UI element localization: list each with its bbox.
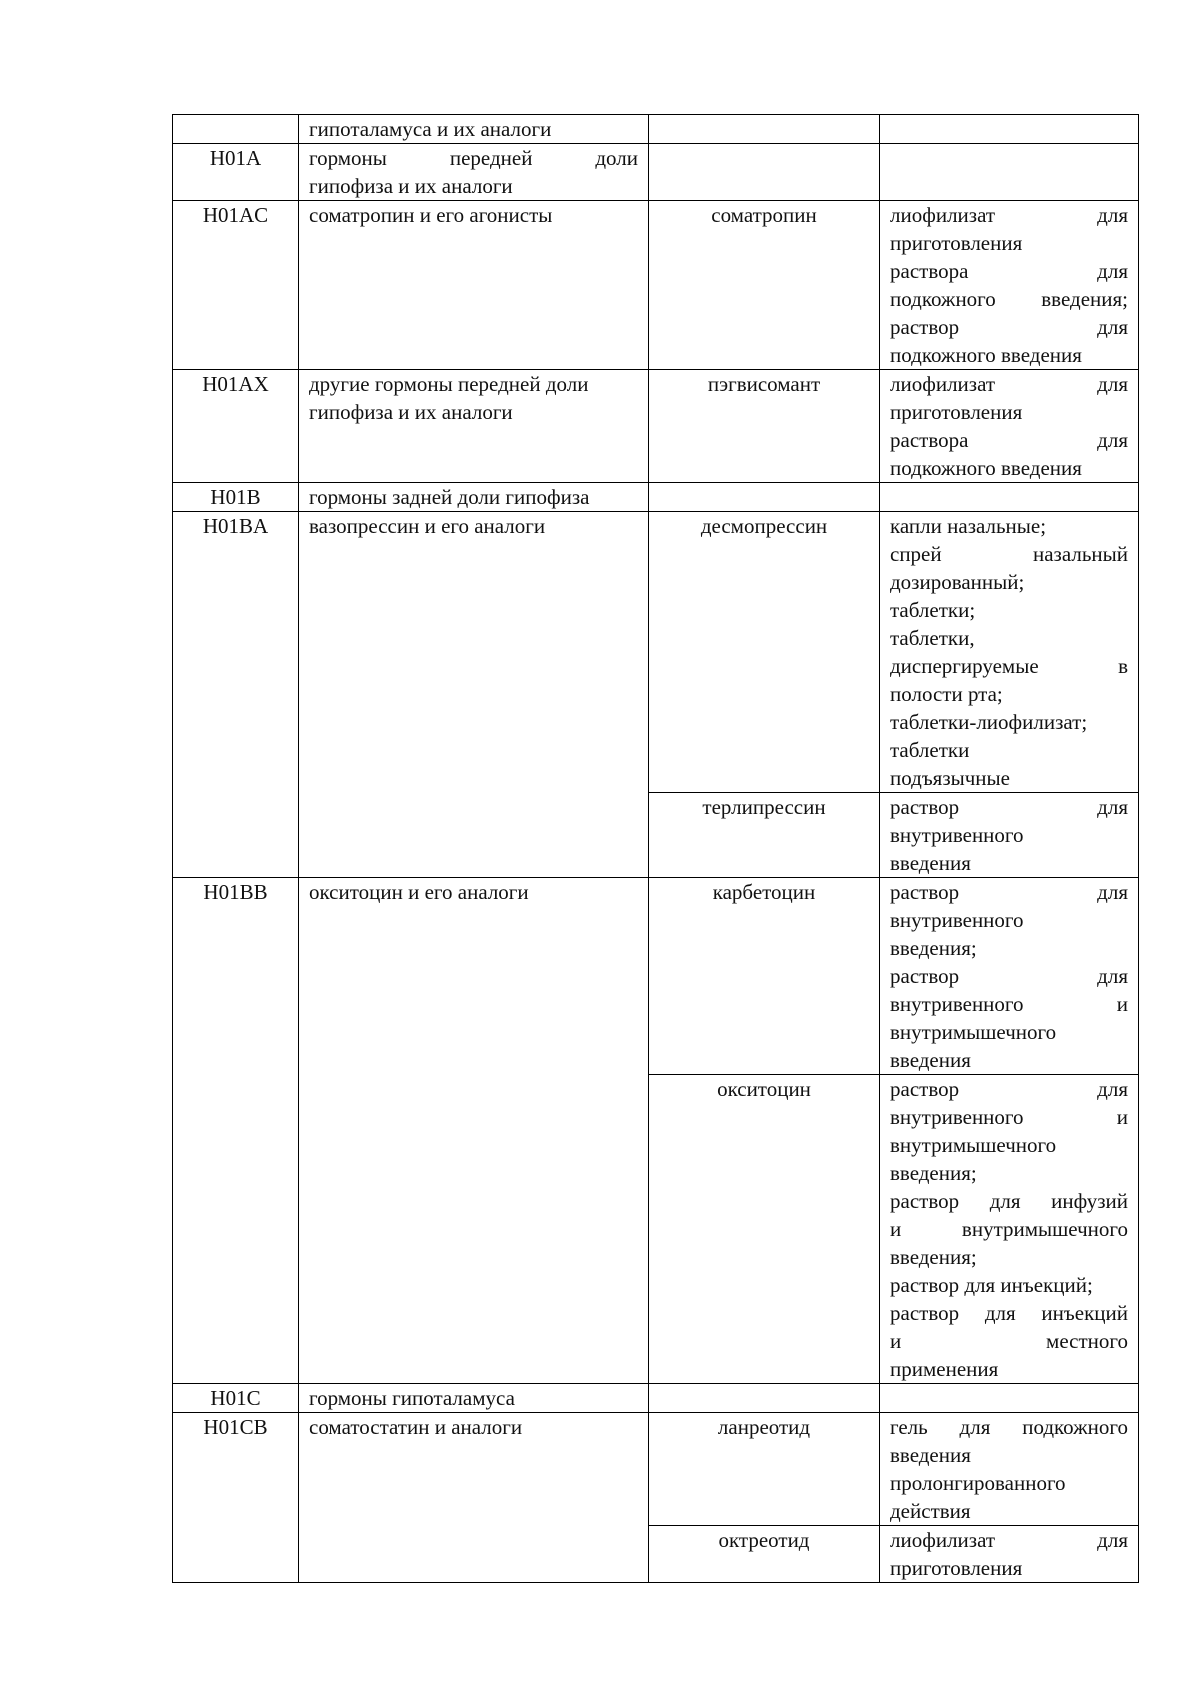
dosage-form-line: капли назальные; <box>890 514 1047 538</box>
dosage-form-line: введения <box>890 1443 971 1467</box>
group-name-cell <box>299 115 649 144</box>
dosage-form-line: гель для подкожного <box>890 1415 1128 1439</box>
dosage-form-line: таблетки <box>890 738 970 762</box>
dosage-form-line: подкожного введения <box>890 343 1082 367</box>
drug-name-cell: октреотид <box>649 1526 880 1583</box>
atc-code-cell: H01A <box>173 144 299 201</box>
dosage-form-line: и внутримышечного <box>890 1217 1128 1241</box>
group-name-cell <box>299 483 649 512</box>
group-name-cell <box>299 144 649 201</box>
dosage-form-line: внутримышечного <box>890 1020 1057 1044</box>
dosage-form-line: таблетки; <box>890 598 976 622</box>
dosage-form-line: раствора для <box>890 259 1128 283</box>
dosage-form-line: лиофилизат для <box>890 203 1128 227</box>
dosage-form-line: лиофилизат для <box>890 372 1128 396</box>
dosage-form-line: приготовления <box>890 231 1023 255</box>
dosage-form-line: раствор для инъекций <box>890 1301 1128 1325</box>
dosage-form-line: внутривенного и <box>890 992 1128 1016</box>
dosage-form-line: введения; <box>890 936 977 960</box>
group-name-line: гормоны гипоталамуса <box>309 1386 515 1410</box>
group-name-cell <box>299 201 649 370</box>
dosage-form-cell <box>880 370 1139 483</box>
table-row <box>173 878 1139 1075</box>
dosage-form-cell <box>880 144 1139 201</box>
group-name-line: другие гормоны передней доли <box>309 372 589 396</box>
atc-code-cell: H01BB <box>173 878 299 1384</box>
group-name-line: гормоны передней доли <box>309 146 638 170</box>
dosage-form-line: и местного <box>890 1329 1128 1353</box>
drug-name-cell <box>649 1384 880 1413</box>
dosage-form-line: действия <box>890 1499 971 1523</box>
drug-name-cell: ланреотид <box>649 1413 880 1526</box>
dosage-form-line: внутривенного <box>890 908 1024 932</box>
dosage-form-line: полости рта; <box>890 682 1003 706</box>
drug-name-cell <box>649 115 880 144</box>
dosage-form-line: раствор для <box>890 795 1128 819</box>
table-row <box>173 483 1139 512</box>
group-name-line: гипоталамуса и их аналоги <box>309 117 552 141</box>
group-name-line: соматостатин и аналоги <box>309 1415 523 1439</box>
atc-code-cell: H01CB <box>173 1413 299 1583</box>
table-row <box>173 1413 1139 1526</box>
dosage-form-line: подкожного введения; <box>890 287 1128 311</box>
dosage-form-cell <box>880 115 1139 144</box>
dosage-form-line: введения <box>890 1048 971 1072</box>
atc-code-cell: H01AX <box>173 370 299 483</box>
group-name-cell <box>299 878 649 1384</box>
dosage-form-line: дозированный; <box>890 570 1025 594</box>
drug-name-cell: терлипрессин <box>649 793 880 878</box>
drug-name-cell: окситоцин <box>649 1075 880 1384</box>
dosage-form-line: раствор для <box>890 880 1128 904</box>
table-row <box>173 144 1139 201</box>
group-name-line: гипофиза и их аналоги <box>309 174 513 198</box>
dosage-form-line: внутримышечного <box>890 1133 1057 1157</box>
table-row <box>173 201 1139 370</box>
dosage-form-line: раствор для инъекций; <box>890 1273 1093 1297</box>
dosage-form-cell <box>880 878 1139 1075</box>
dosage-form-line: приготовления <box>890 1556 1023 1580</box>
dosage-form-line: приготовления <box>890 400 1023 424</box>
dosage-form-cell <box>880 483 1139 512</box>
dosage-form-line: лиофилизат для <box>890 1528 1128 1552</box>
dosage-form-cell <box>880 1413 1139 1526</box>
group-name-line: гормоны задней доли гипофиза <box>309 485 590 509</box>
drug-name-cell <box>649 144 880 201</box>
drug-name-cell <box>649 483 880 512</box>
dosage-form-line: раствор для <box>890 315 1128 339</box>
dosage-form-line: таблетки, <box>890 626 975 650</box>
dosage-form-cell <box>880 1075 1139 1384</box>
table-row <box>173 512 1139 793</box>
dosage-form-line: подкожного введения <box>890 456 1082 480</box>
table-row <box>173 1384 1139 1413</box>
group-name-line: гипофиза и их аналоги <box>309 400 513 424</box>
drug-name-cell: пэгвисомант <box>649 370 880 483</box>
dosage-form-line: введения; <box>890 1245 977 1269</box>
dosage-form-line: раствор для инфузий <box>890 1189 1128 1213</box>
dosage-form-line: подъязычные <box>890 766 1010 790</box>
dosage-form-line: внутривенного <box>890 823 1024 847</box>
atc-code-cell: H01C <box>173 1384 299 1413</box>
dosage-form-cell <box>880 793 1139 878</box>
dosage-form-cell <box>880 201 1139 370</box>
dosage-form-line: спрей назальный <box>890 542 1128 566</box>
group-name-cell <box>299 370 649 483</box>
group-name-line: вазопрессин и его аналоги <box>309 514 546 538</box>
dosage-form-line: раствор для <box>890 1077 1128 1101</box>
atc-code-cell: H01BA <box>173 512 299 878</box>
drug-table <box>172 114 1139 1583</box>
dosage-form-line: пролонгированного <box>890 1471 1066 1495</box>
group-name-line: окситоцин и его аналоги <box>309 880 529 904</box>
dosage-form-cell <box>880 1384 1139 1413</box>
dosage-form-line: раствор для <box>890 964 1128 988</box>
atc-code-cell <box>173 115 299 144</box>
drug-name-cell: десмопрессин <box>649 512 880 793</box>
dosage-form-cell <box>880 1526 1139 1583</box>
drug-name-cell: карбетоцин <box>649 878 880 1075</box>
dosage-form-line: таблетки-лиофилизат; <box>890 710 1088 734</box>
atc-code-cell: H01B <box>173 483 299 512</box>
group-name-cell <box>299 512 649 878</box>
dosage-form-cell <box>880 512 1139 793</box>
dosage-form-line: внутривенного и <box>890 1105 1128 1129</box>
dosage-form-line: применения <box>890 1357 999 1381</box>
table-row <box>173 370 1139 483</box>
table-row <box>173 115 1139 144</box>
group-name-cell <box>299 1384 649 1413</box>
drug-name-cell: соматропин <box>649 201 880 370</box>
group-name-cell <box>299 1413 649 1583</box>
atc-code-cell: H01AC <box>173 201 299 370</box>
dosage-form-line: введения <box>890 851 971 875</box>
dosage-form-line: диспергируемые в <box>890 654 1128 678</box>
dosage-form-line: раствора для <box>890 428 1128 452</box>
group-name-line: соматропин и его агонисты <box>309 203 553 227</box>
dosage-form-line: введения; <box>890 1161 977 1185</box>
